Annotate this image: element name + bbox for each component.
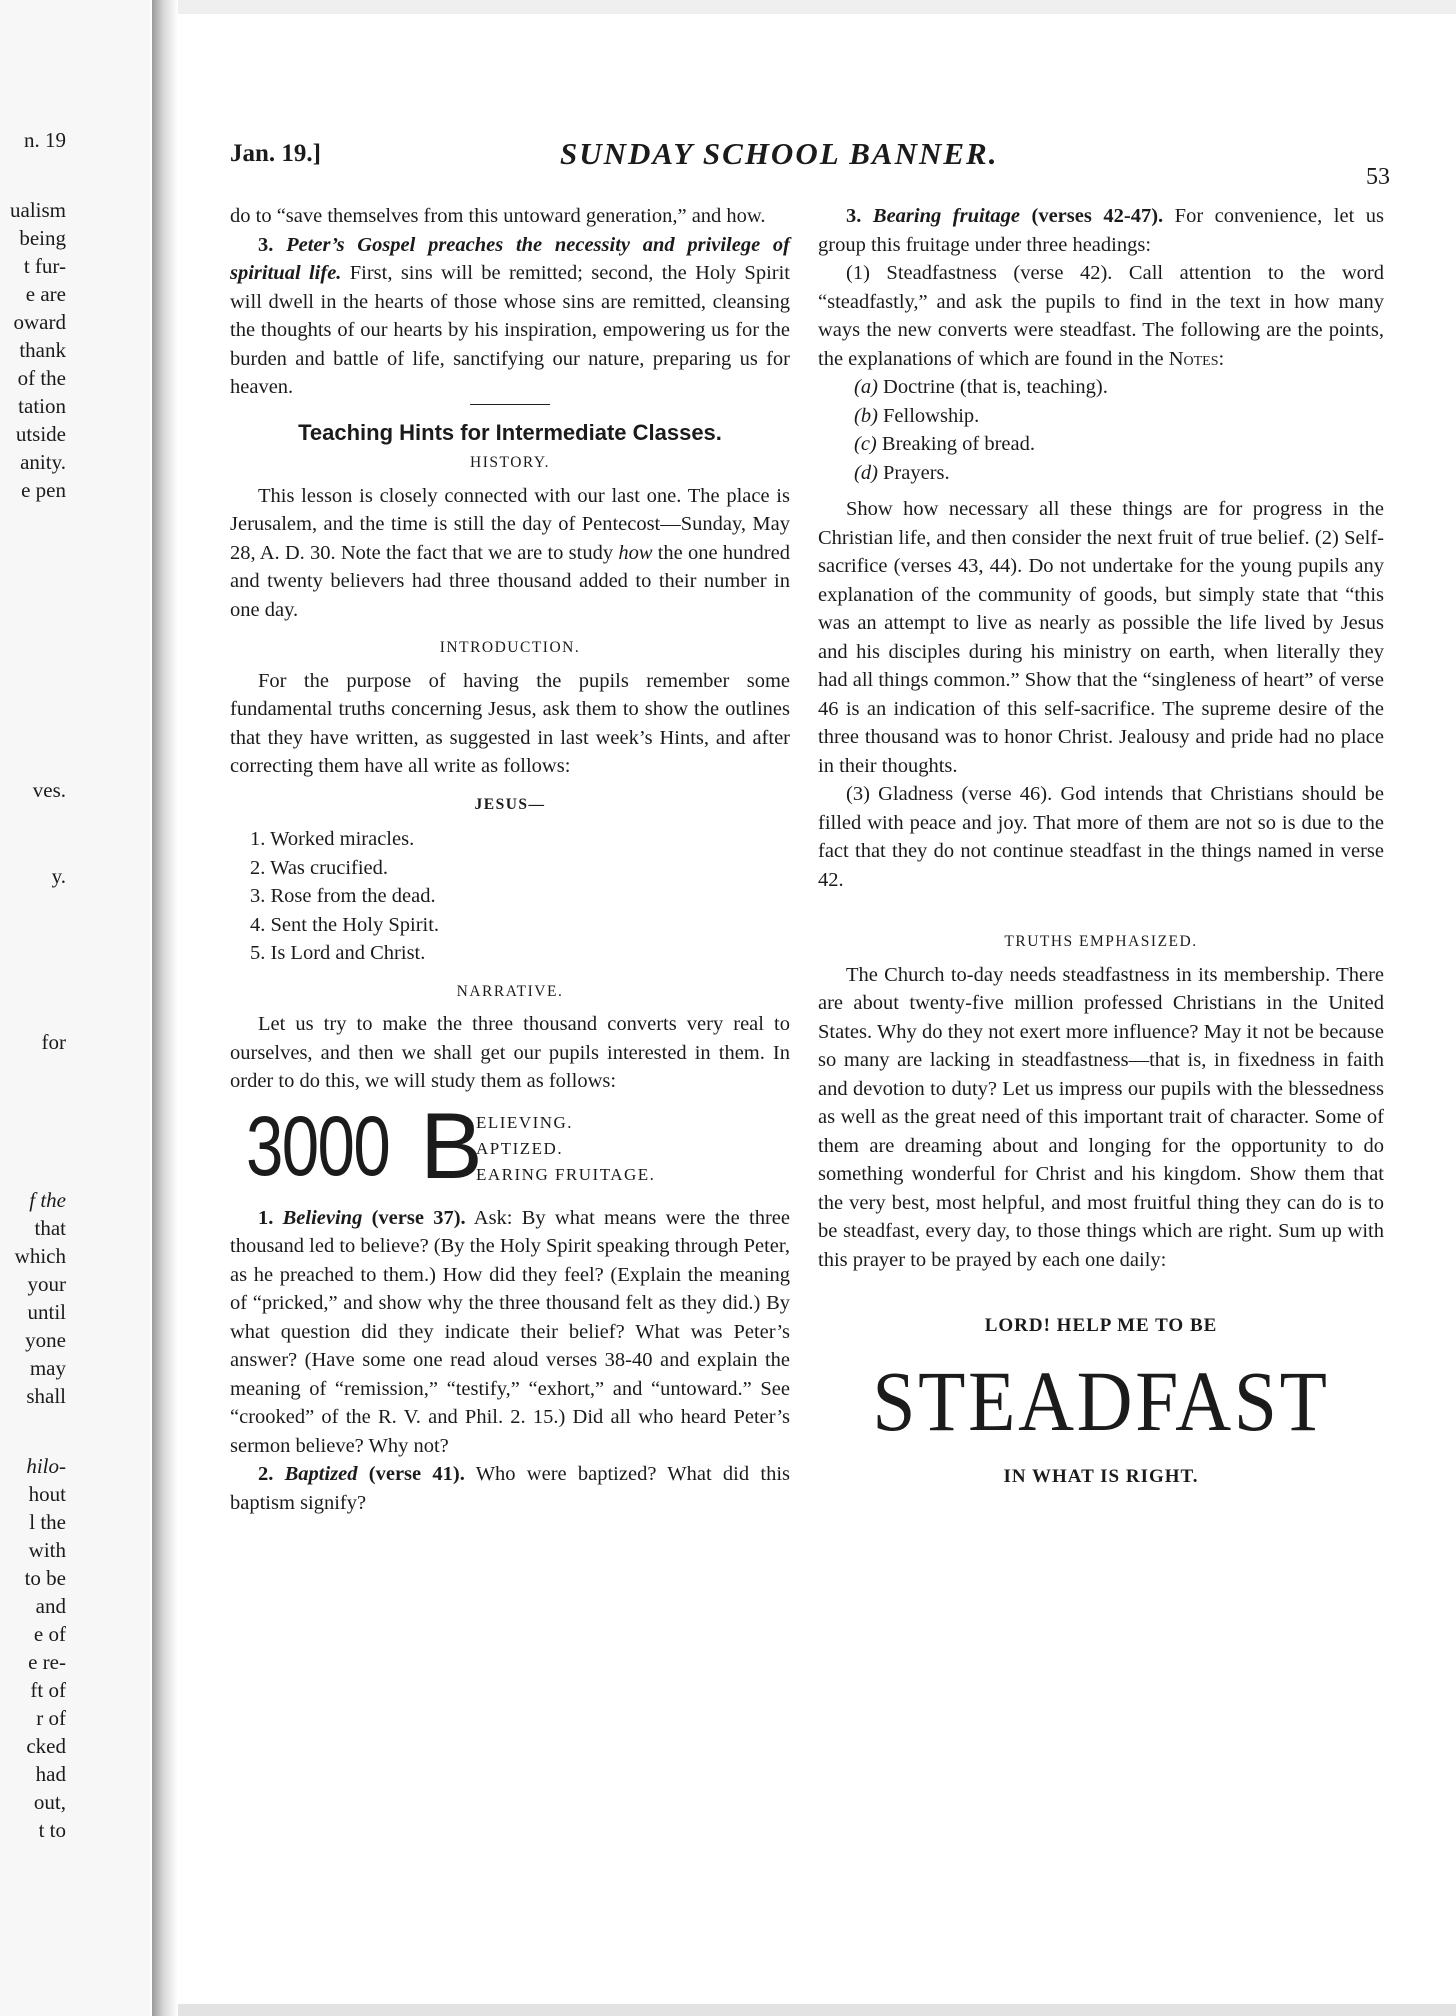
facing-page-text: being bbox=[19, 226, 66, 250]
running-header bbox=[230, 136, 1390, 190]
facing-page-text: until bbox=[27, 1300, 66, 1324]
section-heading: Teaching Hints for Intermediate Classes. bbox=[298, 419, 722, 445]
history-emphasis: how bbox=[618, 541, 653, 564]
facing-page-text: which bbox=[14, 1244, 66, 1268]
peter-gospel-paragraph bbox=[230, 231, 790, 402]
list-label: (a) bbox=[854, 376, 878, 398]
jesus-heading: JESUS— bbox=[474, 795, 546, 813]
point-text: First, sins will be remitted; second, the Holy Spirit will dwell in the hearts of those whose sins are remitted, cleansing the thoughts of our hearts by his inspiration, empowering us for the burden and battle of life, sanctifying our nature, preparing us for heaven. bbox=[230, 262, 790, 398]
list-item bbox=[818, 459, 1384, 488]
facing-page-text: ves. bbox=[32, 778, 66, 802]
banner-words bbox=[476, 1110, 655, 1188]
page-top-edge bbox=[178, 0, 1456, 14]
facing-page-text: e are bbox=[25, 282, 66, 306]
three-thousand-banner bbox=[230, 1092, 790, 1200]
point-verse: (verse 41). bbox=[357, 1463, 465, 1485]
facing-page-text: n. 19 bbox=[24, 128, 66, 152]
point-verse: (verses 42-47). bbox=[1019, 205, 1164, 227]
banner-word: EARING FRUITAGE. bbox=[476, 1164, 656, 1184]
steadfastness-colon: : bbox=[1218, 347, 1225, 370]
list-item: 4. Sent the Holy Spirit. bbox=[250, 913, 440, 936]
right-column bbox=[818, 202, 1384, 1491]
gladness-paragraph: (3) Gladness (verse 46). God intends that Christians should be filled with peace and joy. That more of them are not so is due to the fact that they do not continue steadfast in the things named in verse 42. bbox=[818, 783, 1384, 891]
facing-page-text: tation bbox=[18, 394, 66, 418]
narrative-heading: NARRATIVE. bbox=[456, 982, 564, 1000]
list-item: 1. Worked miracles. bbox=[250, 828, 415, 850]
facing-page-text: hout bbox=[28, 1482, 66, 1506]
facing-page-text: utside bbox=[15, 422, 66, 446]
notes-list bbox=[818, 373, 1384, 487]
list-label: (d) bbox=[854, 461, 878, 484]
history-paragraph bbox=[230, 482, 790, 625]
steadfastness-paragraph bbox=[818, 259, 1384, 373]
point-number: 1. bbox=[258, 1206, 274, 1229]
facing-page-text: l the bbox=[29, 1510, 66, 1534]
point-text: Ask: By what means were the three thousand led to believe? (By the Holy Spirit speaking through Peter, as he preached to them.) How did they feel? (Explain the meaning of “pricked,” and show why the three thousand felt as they did.) By what question did they indicate their belief? What was Peter’s answer? (Have some one read aloud verses 38-40 and explain the meaning of “remission,” “testify,” “exhort,” and “untoward.” See “crooked” of the R. V. and Phil. 2. 15.) Did all who heard Peter’s sermon believe? Why not? bbox=[230, 1206, 790, 1457]
list-item bbox=[818, 430, 1384, 459]
facing-page-text: e pen bbox=[21, 478, 66, 502]
introduction-paragraph: For the purpose of having the pupils remember some fundamental truths concerning Jesus, ask them to show the outlines that they have written, as suggested in last week’s Hints, and after correcting them have all write as follows: bbox=[230, 669, 790, 777]
facing-page-text: with bbox=[28, 1538, 66, 1562]
facing-page-text: and bbox=[35, 1594, 66, 1618]
facing-page-text: ualism bbox=[10, 198, 66, 222]
list-text: Prayers. bbox=[877, 461, 950, 484]
list-label: (b) bbox=[854, 404, 878, 427]
point-text: For convenience, let us group this fruitage under three headings: bbox=[818, 205, 1385, 256]
facing-page-text: t to bbox=[38, 1818, 66, 1842]
facing-page-text: had bbox=[35, 1762, 66, 1786]
list-item bbox=[818, 373, 1384, 402]
point-number: 2. bbox=[258, 1463, 274, 1485]
point-title: Believing bbox=[282, 1206, 363, 1229]
list-item: 5. Is Lord and Christ. bbox=[250, 942, 426, 964]
facing-page-text: y. bbox=[51, 864, 66, 888]
point-number: 3. bbox=[846, 205, 862, 227]
prayer-steadfast: STEADFAST bbox=[872, 1352, 1330, 1449]
facing-page-text: f the bbox=[29, 1188, 66, 1212]
prayer-top-line: LORD! HELP ME TO BE bbox=[984, 1315, 1218, 1336]
header-title: SUNDAY SCHOOL BANNER. bbox=[560, 136, 999, 171]
facing-page-text: for bbox=[41, 1030, 66, 1054]
truths-paragraph: The Church to-day needs steadfastness in its membership. There are about twenty-five million professed Christians in the United States. Why do they not exert more influence? May it not be because so many are lacking in steadfastness—that is, in fixedness in faith and devotion to duty? Let us impress our pupils with the blessedness as well as the great need of this important trait of character. Some of them are dreaming about and longing for the opportunity to do something wonderful for Christ and his kingdom. Show them that the very best, most helpful, and most fruitful thing they can do is to be steadfast, every day, to those things which are right. Sum up with this prayer to be prayed by each one daily: bbox=[818, 963, 1384, 1271]
facing-page-text: that bbox=[34, 1216, 66, 1240]
facing-page-text: your bbox=[27, 1272, 66, 1296]
list-label: (c) bbox=[854, 433, 877, 455]
introduction-heading: INTRODUCTION. bbox=[439, 639, 581, 656]
facing-page-text: oward bbox=[13, 310, 66, 334]
facing-page-text: hilo- bbox=[26, 1454, 66, 1478]
page-gutter bbox=[152, 0, 178, 2016]
header-date: Jan. 19.] bbox=[230, 140, 321, 167]
baptized-paragraph bbox=[230, 1460, 790, 1517]
list-text: Breaking of bread. bbox=[876, 433, 1036, 455]
list-item: 2. Was crucified. bbox=[250, 856, 389, 879]
section-divider bbox=[470, 404, 550, 405]
list-text: Fellowship. bbox=[877, 404, 980, 427]
list-item: 3. Rose from the dead. bbox=[250, 885, 436, 907]
point-text: Who were baptized? What did this baptism signify? bbox=[230, 1463, 790, 1514]
facing-page-text: anity. bbox=[20, 450, 66, 474]
point-verse: (verse 37). bbox=[362, 1206, 466, 1229]
list-text: Doctrine (that is, teaching). bbox=[877, 376, 1108, 398]
point-title: Bearing fruitage bbox=[872, 205, 1020, 227]
left-column bbox=[230, 202, 790, 1517]
facing-page-text: may bbox=[29, 1356, 66, 1380]
banner-word: ELIEVING. bbox=[476, 1112, 574, 1132]
page-bottom-edge bbox=[178, 2004, 1456, 2016]
facing-page-text: to be bbox=[24, 1566, 66, 1590]
facing-page-text: shall bbox=[26, 1384, 66, 1408]
facing-page-text: yone bbox=[25, 1328, 66, 1352]
facing-page-text: r of bbox=[36, 1706, 66, 1730]
history-text-b: the one hundred and twenty believers had three thousand added to their number in one day. bbox=[230, 541, 790, 621]
facing-page-text: cked bbox=[26, 1734, 66, 1758]
self-sacrifice-paragraph: Show how necessary all these things are for progress in the Christian life, and then consider the next fruit of true belief. (2) Self-sacrifice (verses 43, 44). Do not undertake for the young pupils any explanation of the community of goods, but simply state that “this was an attempt to live as nearly as possible the life lived by Jesus and his disciples during his ministry on earth, when literally they had all things common.” Show that the “singleness of heart” of verse 46 is an indication of this self-sacrifice. The supreme desire of the three thousand was to honor Christ. Jealousy and pride had no place in their thoughts. bbox=[818, 498, 1384, 777]
point-number: 3. bbox=[258, 233, 274, 256]
banner-word: APTIZED. bbox=[476, 1138, 564, 1158]
point-title: Baptized bbox=[284, 1463, 358, 1485]
history-text-a: This lesson is closely connected with our last one. The place is Jerusalem, and the time is still the day of Pentecost—Sunday, May 28, A. D. 30. Note the fact that we are to study bbox=[230, 484, 790, 564]
intro-paragraph: do to “save themselves from this untoward generation,” and how. bbox=[230, 205, 766, 227]
page-number: 53 bbox=[1366, 164, 1390, 190]
narrative-paragraph: Let us try to make the three thousand converts very real to ourselves, and then we shall get our pupils interested in them. In order to do this, we will study them as follows: bbox=[230, 1013, 790, 1092]
facing-page-text: ft of bbox=[30, 1678, 66, 1702]
bearing-fruitage-paragraph bbox=[818, 202, 1384, 259]
banner-letter: B bbox=[420, 1092, 483, 1198]
banner-number: 3000 bbox=[246, 1098, 390, 1193]
facing-page-text: t fur- bbox=[23, 254, 66, 278]
jesus-list bbox=[230, 825, 790, 968]
notes-reference: Notes bbox=[1168, 347, 1219, 370]
history-heading: HISTORY. bbox=[470, 454, 550, 471]
list-item bbox=[818, 402, 1384, 431]
facing-page-text: out, bbox=[33, 1790, 66, 1814]
facing-page-text: of the bbox=[17, 366, 66, 390]
facing-page-text: e of bbox=[33, 1622, 66, 1646]
believing-paragraph bbox=[230, 1204, 790, 1461]
prayer-bottom-line: IN WHAT IS RIGHT. bbox=[1003, 1465, 1199, 1487]
facing-page-text: thank bbox=[19, 338, 66, 362]
point-title: Peter’s Gospel preaches the necessity and privilege of spiritual life. bbox=[230, 233, 790, 284]
facing-page-text: e re- bbox=[28, 1650, 66, 1674]
truths-heading: TRUTHS EMPHASIZED. bbox=[1004, 933, 1198, 950]
steadfastness-text: (1) Steadfastness (verse 42). Call attention to the word “steadfastly,” and ask the pupils to find in the text in how many ways the new converts were steadfast. The following are the points, the explanations of which are found in the bbox=[818, 262, 1384, 370]
facing-page-fragment bbox=[0, 0, 150, 2016]
